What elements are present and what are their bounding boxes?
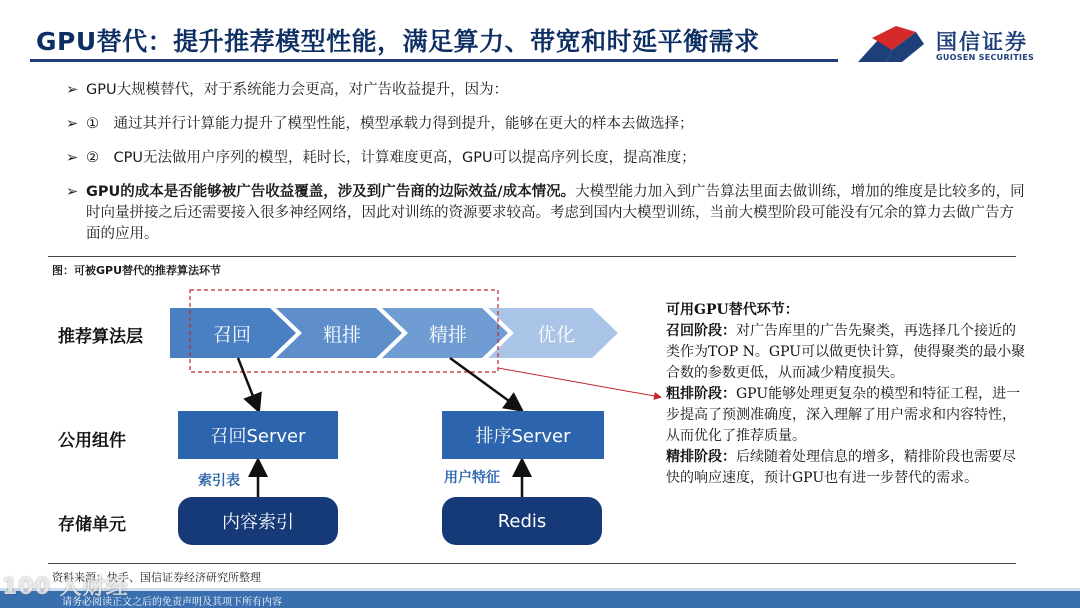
arrow-to-side-note bbox=[498, 368, 660, 397]
arrow-bullet-icon: ➢ bbox=[66, 116, 79, 132]
sort-server-box: 排序Server bbox=[442, 411, 604, 459]
side-note bbox=[666, 300, 1026, 489]
pipeline-label-recall: 召回 bbox=[212, 323, 251, 346]
logo-subtitle: GUOSEN SECURITIES bbox=[936, 53, 1035, 62]
side-note-item-fine: 精排阶段：后续随着处理信息的增多，精排阶段也需要尽快的响应速度，预计GPU也有进一步替代的需求。 bbox=[666, 449, 1016, 486]
arrow-bullet-icon: ➢ bbox=[66, 150, 79, 166]
arrow-bullet-icon: ➢ bbox=[66, 184, 79, 200]
footer-disclaimer: 请务必阅读正文之后的免责声明及其项下所有内容 bbox=[62, 597, 282, 608]
page-title: GPU替代：提升推荐模型性能，满足算力、带宽和时延平衡需求 bbox=[36, 27, 760, 56]
logo-name: 国信证券 bbox=[936, 30, 1028, 54]
bullet-bold-text: GPU的成本是否能够被广告收益覆盖，涉及到广告商的边际效益/成本情况。 bbox=[86, 184, 576, 200]
edge-label-index: 索引表 bbox=[198, 473, 240, 489]
arrow-bullet-icon: ➢ bbox=[66, 82, 79, 98]
layer-label-component: 公用组件 bbox=[58, 431, 126, 451]
layer-label-storage: 存储单元 bbox=[58, 515, 126, 535]
bullet-rest-text: 大模型能力加入到广告算法里面去做训练，增加的维度是比较多的，同时向量拼接之后还需要接入很多神经网络，因此对训练的资源要求较高。考虑到国内大模型训练，当前大模型阶段可能没有冗余的算力去做广告方面的应用。 bbox=[86, 184, 1025, 242]
source-note: 资料来源：快手、国信证券经济研究所整理 bbox=[52, 571, 261, 584]
layer-label-algorithm: 推荐算法层 bbox=[58, 327, 143, 347]
arrow-recall-to-server bbox=[238, 358, 258, 409]
figure-caption: 图：可被GPU替代的推荐算法环节 bbox=[52, 264, 222, 277]
pipeline-label-fine: 精排 bbox=[428, 323, 467, 346]
side-note-item-recall: 召回阶段：对广告库里的广告先聚类，再选择几个接近的类作为TOP N。GPU可以做更快计算，使得聚类的最小聚合数的参数更低，从而减少精度损失。 bbox=[666, 323, 1026, 381]
content-index-box: 内容索引 bbox=[178, 497, 338, 545]
pipeline-label-coarse: 粗排 bbox=[322, 323, 361, 346]
watermark: 100 人财经 bbox=[2, 575, 129, 600]
bullet-text: ① 通过其并行计算能力提升了模型性能，模型承载力得到提升，能够在更大的样本去做选择； bbox=[86, 116, 694, 132]
arrow-fine-to-server bbox=[450, 358, 520, 409]
edge-label-user-features: 用户特征 bbox=[444, 470, 500, 486]
recall-server-box: 召回Server bbox=[178, 411, 338, 459]
pipeline-label-optimize: 优化 bbox=[536, 323, 575, 346]
side-note-heading: 可用GPU替代环节： bbox=[666, 302, 799, 318]
redis-box: Redis bbox=[442, 497, 602, 545]
bullet-text: GPU大规模替代，对于系统能力会更高，对广告收益提升，因为： bbox=[86, 82, 509, 98]
bullet-text: ② CPU无法做用户序列的模型，耗时长，计算难度更高，GPU可以提高序列长度，提高准度； bbox=[86, 150, 696, 166]
side-note-item-coarse: 粗排阶段：GPU能够处理更复杂的模型和特征工程，进一步提高了预测准确度，深入理解了用户需求和内容特性，从而优化了推荐质量。 bbox=[666, 386, 1021, 444]
figure-bottom-rule bbox=[48, 563, 1016, 564]
